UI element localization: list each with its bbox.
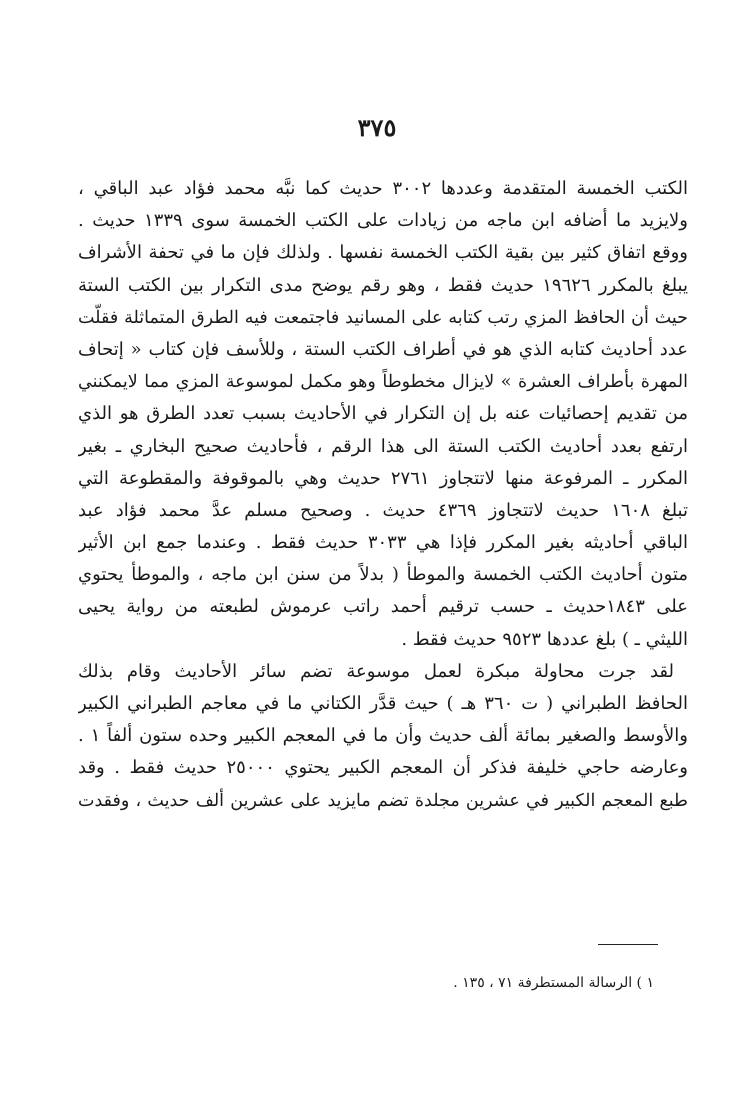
text-line: يبلغ بالمكرر ١٩٦٢٦ حديث فقط ، وهو رقم يوضح مدى التكرار بين الكتب الستة bbox=[78, 274, 688, 296]
text-line: طبع المعجم الكبير في عشرين مجلدة تضم مايزيد على عشرين ألف حديث ، وفقدت bbox=[78, 790, 688, 811]
text-line: الباقي أحاديثه بغير المكرر فإذا هي ٣٠٣٣ حديث فقط . وعندما جمع ابن الأثير bbox=[78, 532, 688, 554]
text-line: الحافظ الطبراني ( ت ٣٦٠ هـ ) حيث قدَّر الكتاني ما في معاجم الطبراني الكبير bbox=[78, 693, 688, 714]
text-line: لقد جرت محاولة مبكرة لعمل موسوعة تضم سائر الأحاديث وقام بذلك bbox=[78, 660, 674, 682]
text-line: المهرة بأطراف العشرة » لايزال مخطوطاً وهو مكمل لموسوعة المزي مما لايمكنني bbox=[78, 372, 688, 393]
text-line: ولايزيد ما أضافه ابن ماجه من زيادات على الكتب الخمسة سوى ١٣٣٩ حديث . bbox=[78, 210, 688, 232]
text-line: ووقع اتفاق كثير بين بقية الكتب الخمسة نفسها . ولذلك فإن ما في تحفة الأشراف bbox=[78, 242, 688, 264]
body-text bbox=[78, 173, 688, 817]
text-line: ارتفع بعدد أحاديث الكتب الستة الى هذا الرقم ، فأحاديث صحيح البخاري ـ بغير bbox=[78, 435, 688, 457]
page-number: ٣٧٥ bbox=[357, 113, 397, 142]
text-line: والأوسط والصغير بمائة ألف حديث وأن ما في المعجم الكبير وحده ستون ألفاً ١ . bbox=[78, 725, 688, 747]
text-line: على ١٨٤٣حديث ـ حسب ترقيم أحمد راتب عرموش لطبعته من رواية يحيى bbox=[78, 596, 688, 618]
text-line: عدد أحاديث كتابه الذي هو في أطراف الكتب الستة ، وللأسف فإن كتاب « إتحاف bbox=[78, 338, 688, 360]
text-line: متون أحاديث الكتب الخمسة والموطأ ( بدلاً من سنن ابن ماجه ، والموطأ يحتوي bbox=[78, 564, 688, 586]
text-line: حيث أن الحافظ المزي رتب كتابه على المسانيد فاجتمعت فيه الطرق المتماثلة فقلّت bbox=[78, 307, 688, 328]
footnote: ١ ) الرسالة المستطرفة ٧١ ، ١٣٥ . bbox=[453, 975, 654, 991]
text-line: وعارضه حاجي خليفة فذكر أن المعجم الكبير يحتوي ٢٥٠٠٠ حديث فقط . وقد bbox=[78, 757, 688, 779]
text-line: الكتب الخمسة المتقدمة وعددها ٣٠٠٢ حديث كما نبَّه محمد فؤاد عبد الباقي ، bbox=[78, 178, 688, 199]
text-line: المكرر ـ المرفوعة منها لاتتجاوز ٢٧٦١ حديث وهي بالموقوفة والمقطوعة التي bbox=[78, 467, 688, 489]
text-line: تبلغ ١٦٠٨ حديث لاتتجاوز ٤٣٦٩ حديث . وصحيح مسلم عدَّ محمد فؤاد عبد bbox=[78, 499, 688, 521]
text-line: الليثي ـ ) بلغ عددها ٩٥٢٣ حديث فقط . bbox=[401, 628, 688, 650]
text-line: من تقديم إحصائيات عنه بل إن التكرار في الأحاديث بسبب تعدد الطرق هو الذي bbox=[78, 403, 688, 425]
footnote-rule bbox=[598, 944, 658, 945]
